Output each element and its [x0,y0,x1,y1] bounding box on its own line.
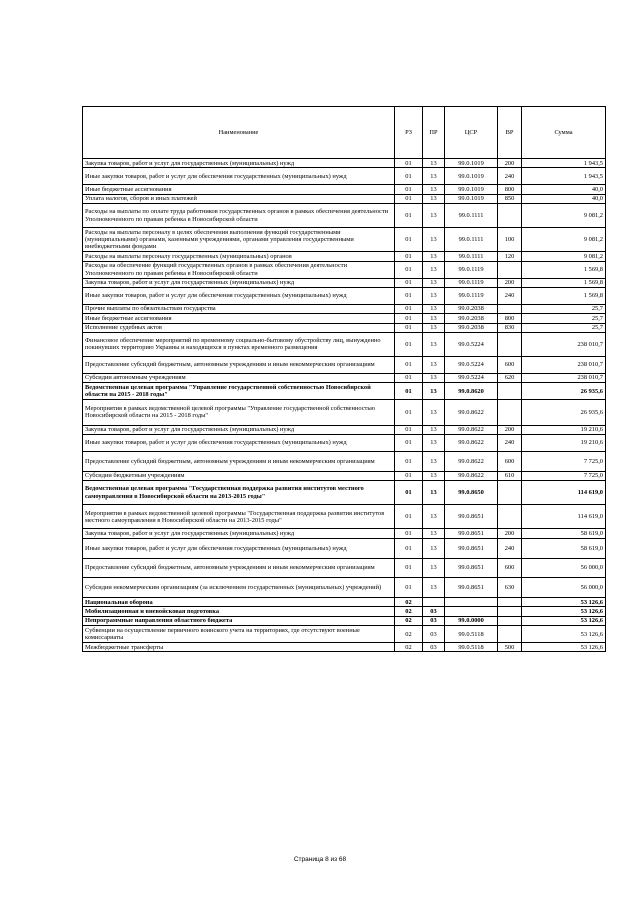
cell-name: Закупка товаров, работ и услуг для государственных (муниципальных) нужд [83,278,395,287]
cell-pr: 13 [423,159,445,168]
table-row [83,626,606,643]
cell-name: Исполнение судебных актов [83,323,395,332]
cell-pr: 13 [423,287,445,304]
cell-vr: 240 [498,287,522,304]
cell-rz: 01 [395,529,423,538]
cell-pr: 13 [423,357,445,374]
cell-name: Расходы на выплаты персоналу государственных (муниципальных) органов [83,252,395,261]
cell-pr: 03 [423,607,445,616]
cell-rz: 01 [395,538,423,558]
cell-pr: 13 [423,383,445,400]
cell-pr: 13 [423,471,445,480]
cell-csr: 99.0.8651 [445,538,498,558]
table-row [83,323,606,332]
cell-pr: 13 [423,261,445,278]
cell-pr [423,598,445,607]
cell-rz: 02 [395,626,423,643]
table-row [83,616,606,625]
cell-sum: 26 935,6 [522,400,606,426]
cell-name: Иные закупки товаров, работ и услуг для обеспечения государственных (муниципальных) нужд [83,538,395,558]
cell-pr: 13 [423,314,445,323]
cell-pr: 13 [423,185,445,194]
cell-vr [498,607,522,616]
cell-rz: 01 [395,168,423,185]
cell-rz: 01 [395,425,423,434]
cell-rz: 01 [395,252,423,261]
table-row [83,481,606,505]
cell-vr: 120 [498,252,522,261]
cell-vr: 620 [498,373,522,382]
cell-vr: 100 [498,228,522,252]
cell-csr [445,598,498,607]
header-rz: РЗ [395,107,423,159]
cell-sum: 26 935,6 [522,383,606,400]
cell-rz: 02 [395,598,423,607]
table-row [83,451,606,471]
cell-rz: 01 [395,400,423,426]
cell-vr: 850 [498,194,522,203]
cell-csr: 99.0.5118 [445,643,498,652]
cell-name: Закупка товаров, работ и услуг для государственных (муниципальных) нужд [83,159,395,168]
cell-name: Межбюджетные трансферты [83,643,395,652]
cell-csr: 99.0.1019 [445,159,498,168]
cell-csr: 99.0.8622 [445,471,498,480]
cell-rz: 01 [395,185,423,194]
cell-name: Мероприятия в рамках ведомственной целевой программы "Управление государственной собственностью Новосибирской области на 2015 - 2018 годы" [83,400,395,426]
cell-vr: 600 [498,558,522,578]
table-row [83,383,606,400]
cell-sum: 238 010,7 [522,357,606,374]
cell-name: Иные бюджетные ассигнования [83,185,395,194]
cell-sum: 19 210,6 [522,425,606,434]
cell-sum: 25,7 [522,304,606,313]
cell-name: Предоставление субсидий бюджетным, автономным учреждениям и иным некоммерческим организациям [83,558,395,578]
cell-vr: 200 [498,529,522,538]
table-row [83,194,606,203]
cell-rz: 01 [395,314,423,323]
cell-pr: 13 [423,252,445,261]
cell-vr [498,304,522,313]
cell-name: Субвенции на осуществление первичного воинского учета на территориях, где отсутствуют военные комиссариаты [83,626,395,643]
cell-sum: 7 725,0 [522,471,606,480]
budget-table [82,106,606,652]
cell-rz: 01 [395,194,423,203]
budget-table-container [82,106,605,652]
cell-pr: 13 [423,323,445,332]
cell-sum: 19 210,6 [522,435,606,452]
cell-sum: 40,0 [522,185,606,194]
cell-name: Расходы на обеспечение функций государственных органов в рамках обеспечения деятельности Уполномоченного по правам ребенка в Новосибирской области [83,261,395,278]
table-row [83,558,606,578]
cell-rz: 01 [395,471,423,480]
cell-pr: 03 [423,616,445,625]
table-body [83,159,606,652]
cell-rz: 01 [395,383,423,400]
table-row [83,304,606,313]
cell-rz: 01 [395,332,423,356]
cell-name: Закупка товаров, работ и услуг для государственных (муниципальных) нужд [83,425,395,434]
cell-vr: 200 [498,425,522,434]
cell-rz: 01 [395,278,423,287]
cell-vr [498,616,522,625]
table-row [83,287,606,304]
table-row [83,578,606,598]
cell-csr: 99.0.8651 [445,558,498,578]
cell-sum: 238 010,7 [522,332,606,356]
cell-sum: 7 725,0 [522,451,606,471]
cell-csr: 99.0.8651 [445,529,498,538]
cell-rz: 01 [395,357,423,374]
table-row [83,203,606,227]
cell-csr: 99.0.1119 [445,261,498,278]
cell-csr: 99.0.8622 [445,435,498,452]
cell-csr: 99.0.8620 [445,383,498,400]
cell-sum: 1 943,5 [522,159,606,168]
cell-rz: 02 [395,616,423,625]
table-row [83,425,606,434]
cell-sum: 53 126,6 [522,643,606,652]
cell-csr: 99.0.8622 [445,425,498,434]
cell-sum: 1 943,5 [522,168,606,185]
cell-pr: 13 [423,505,445,529]
cell-vr [498,332,522,356]
cell-name: Иные закупки товаров, работ и услуг для обеспечения государственных (муниципальных) нужд [83,435,395,452]
cell-sum: 58 619,0 [522,529,606,538]
header-sum: Сумма [522,107,606,159]
cell-csr: 99.0.1111 [445,228,498,252]
cell-vr: 240 [498,435,522,452]
table-row [83,373,606,382]
table-row [83,471,606,480]
cell-csr: 99.0.5224 [445,332,498,356]
cell-csr: 99.0.5224 [445,357,498,374]
cell-name: Иные бюджетные ассигнования [83,314,395,323]
cell-vr: 500 [498,643,522,652]
cell-rz: 01 [395,435,423,452]
cell-csr: 99.0.2038 [445,314,498,323]
cell-sum: 9 081,2 [522,228,606,252]
cell-pr: 03 [423,626,445,643]
cell-csr: 99.0.8651 [445,505,498,529]
cell-vr [498,598,522,607]
cell-sum: 53 126,6 [522,598,606,607]
cell-vr: 200 [498,278,522,287]
cell-vr: 600 [498,451,522,471]
cell-csr: 99.0.1019 [445,194,498,203]
cell-pr: 13 [423,425,445,434]
cell-vr: 830 [498,323,522,332]
cell-pr: 03 [423,643,445,652]
cell-rz: 01 [395,261,423,278]
cell-vr: 610 [498,471,522,480]
table-row [83,168,606,185]
cell-csr: 99.0.8622 [445,451,498,471]
cell-sum: 1 569,8 [522,261,606,278]
cell-vr [498,383,522,400]
cell-pr: 13 [423,451,445,471]
cell-name: Прочие выплаты по обязательствам государства [83,304,395,313]
table-row [83,314,606,323]
cell-pr: 13 [423,168,445,185]
cell-vr: 240 [498,538,522,558]
table-header-row [83,107,606,159]
table-row [83,261,606,278]
cell-vr [498,626,522,643]
table-row [83,505,606,529]
header-name: Наименование [83,107,395,159]
cell-pr: 13 [423,529,445,538]
cell-name: Финансовое обеспечение мероприятий по временному социально-бытовому обустройству лиц, вынужденно покинувших территорию Украины и находящихся в пунктах временного размещения [83,332,395,356]
cell-csr: 99.0.8650 [445,481,498,505]
cell-rz: 02 [395,607,423,616]
page-footer: Страница 8 из 68 [293,856,347,863]
cell-vr [498,261,522,278]
cell-vr: 600 [498,357,522,374]
cell-vr [498,203,522,227]
cell-sum: 114 619,0 [522,481,606,505]
table-row [83,159,606,168]
cell-csr: 99.0.1019 [445,185,498,194]
cell-pr: 13 [423,558,445,578]
cell-sum: 9 081,2 [522,203,606,227]
cell-vr: 630 [498,578,522,598]
cell-csr: 99.0.1019 [445,168,498,185]
cell-sum: 238 010,7 [522,373,606,382]
cell-csr: 99.0.1111 [445,252,498,261]
table-row [83,435,606,452]
cell-pr: 13 [423,578,445,598]
cell-vr: 800 [498,185,522,194]
cell-rz: 02 [395,643,423,652]
cell-sum: 1 569,8 [522,278,606,287]
cell-sum: 114 619,0 [522,505,606,529]
cell-pr: 13 [423,194,445,203]
cell-pr: 13 [423,481,445,505]
cell-name: Субсидии бюджетным учреждениям [83,471,395,480]
cell-csr: 99.0.1111 [445,203,498,227]
cell-csr: 99.0.8651 [445,578,498,598]
cell-rz: 01 [395,228,423,252]
cell-rz: 01 [395,373,423,382]
cell-sum: 53 126,6 [522,616,606,625]
cell-csr: 99.0.1119 [445,287,498,304]
cell-rz: 01 [395,304,423,313]
cell-sum: 56 000,0 [522,558,606,578]
cell-vr: 240 [498,168,522,185]
cell-pr: 13 [423,228,445,252]
cell-csr: 99.0.1119 [445,278,498,287]
cell-name: Ведомственная целевая программа "Управление государственной собственностью Новосибирской области на 2015 - 2018 годы" [83,383,395,400]
cell-sum: 25,7 [522,323,606,332]
cell-csr [445,607,498,616]
cell-name: Расходы на выплаты персоналу в целях обеспечения выполнения функций государственными (муниципальными) органами, казенными учреждениями, органами управления государственными внебюджетными фондами [83,228,395,252]
cell-name: Мобилизационная и вневойсковая подготовка [83,607,395,616]
cell-rz: 01 [395,287,423,304]
cell-name: Предоставление субсидий бюджетным, автономным учреждениям и иным некоммерческим организациям [83,451,395,471]
cell-sum: 40,0 [522,194,606,203]
cell-pr: 13 [423,203,445,227]
cell-rz: 01 [395,558,423,578]
cell-vr [498,400,522,426]
cell-name: Субсидии автономным учреждениям [83,373,395,382]
cell-pr: 13 [423,278,445,287]
cell-rz: 01 [395,481,423,505]
cell-pr: 13 [423,400,445,426]
cell-sum: 58 619,0 [522,538,606,558]
header-pr: ПР [423,107,445,159]
cell-csr: 99.0.0000 [445,616,498,625]
cell-name: Национальная оборона [83,598,395,607]
cell-name: Уплата налогов, сборов и иных платежей [83,194,395,203]
cell-name: Субсидии некоммерческим организациям (за исключением государственных (муниципальных) учреждений) [83,578,395,598]
table-row [83,400,606,426]
table-row [83,529,606,538]
cell-vr: 200 [498,159,522,168]
cell-csr: 99.0.2038 [445,323,498,332]
cell-name: Непрограммные направления областного бюджета [83,616,395,625]
cell-vr [498,505,522,529]
cell-sum: 56 000,0 [522,578,606,598]
cell-name: Предоставление субсидий бюджетным, автономным учреждениям и иным некоммерческим организациям [83,357,395,374]
cell-rz: 01 [395,578,423,598]
cell-sum: 1 569,8 [522,287,606,304]
cell-name: Иные закупки товаров, работ и услуг для обеспечения государственных (муниципальных) нужд [83,287,395,304]
table-row [83,252,606,261]
table-row [83,332,606,356]
cell-csr: 99.0.2038 [445,304,498,313]
cell-rz: 01 [395,203,423,227]
cell-sum: 9 081,2 [522,252,606,261]
table-row [83,538,606,558]
cell-name: Ведомственная целевая программа "Государственная поддержка развития институтов местного самоуправления в Новосибирской области на 2013-2015 годы" [83,481,395,505]
cell-name: Иные закупки товаров, работ и услуг для обеспечения государственных (муниципальных) нужд [83,168,395,185]
table-row [83,228,606,252]
cell-csr: 99.0.8622 [445,400,498,426]
cell-sum: 25,7 [522,314,606,323]
cell-pr: 13 [423,332,445,356]
cell-pr: 13 [423,304,445,313]
table-row [83,357,606,374]
table-row [83,185,606,194]
table-row [83,643,606,652]
cell-vr: 800 [498,314,522,323]
cell-pr: 13 [423,435,445,452]
table-row [83,607,606,616]
table-row [83,278,606,287]
cell-rz: 01 [395,323,423,332]
header-csr: ЦСР [445,107,498,159]
cell-sum: 53 126,6 [522,626,606,643]
cell-name: Мероприятия в рамках ведомственной целевой программы "Государственная поддержка развития институтов местного самоуправления в Новосибирской области на 2013-2015 годы" [83,505,395,529]
header-vr: ВР [498,107,522,159]
cell-pr: 13 [423,373,445,382]
cell-csr: 99.0.5224 [445,373,498,382]
table-row [83,598,606,607]
cell-name: Закупка товаров, работ и услуг для государственных (муниципальных) нужд [83,529,395,538]
cell-rz: 01 [395,505,423,529]
cell-pr: 13 [423,538,445,558]
cell-csr: 99.0.5118 [445,626,498,643]
cell-name: Расходы на выплаты по оплате труда работников государственных органов в рамках обеспечения деятельности Уполномоченного по правам ребенка в Новосибирской области [83,203,395,227]
cell-rz: 01 [395,451,423,471]
cell-sum: 53 126,6 [522,607,606,616]
cell-vr [498,481,522,505]
cell-rz: 01 [395,159,423,168]
